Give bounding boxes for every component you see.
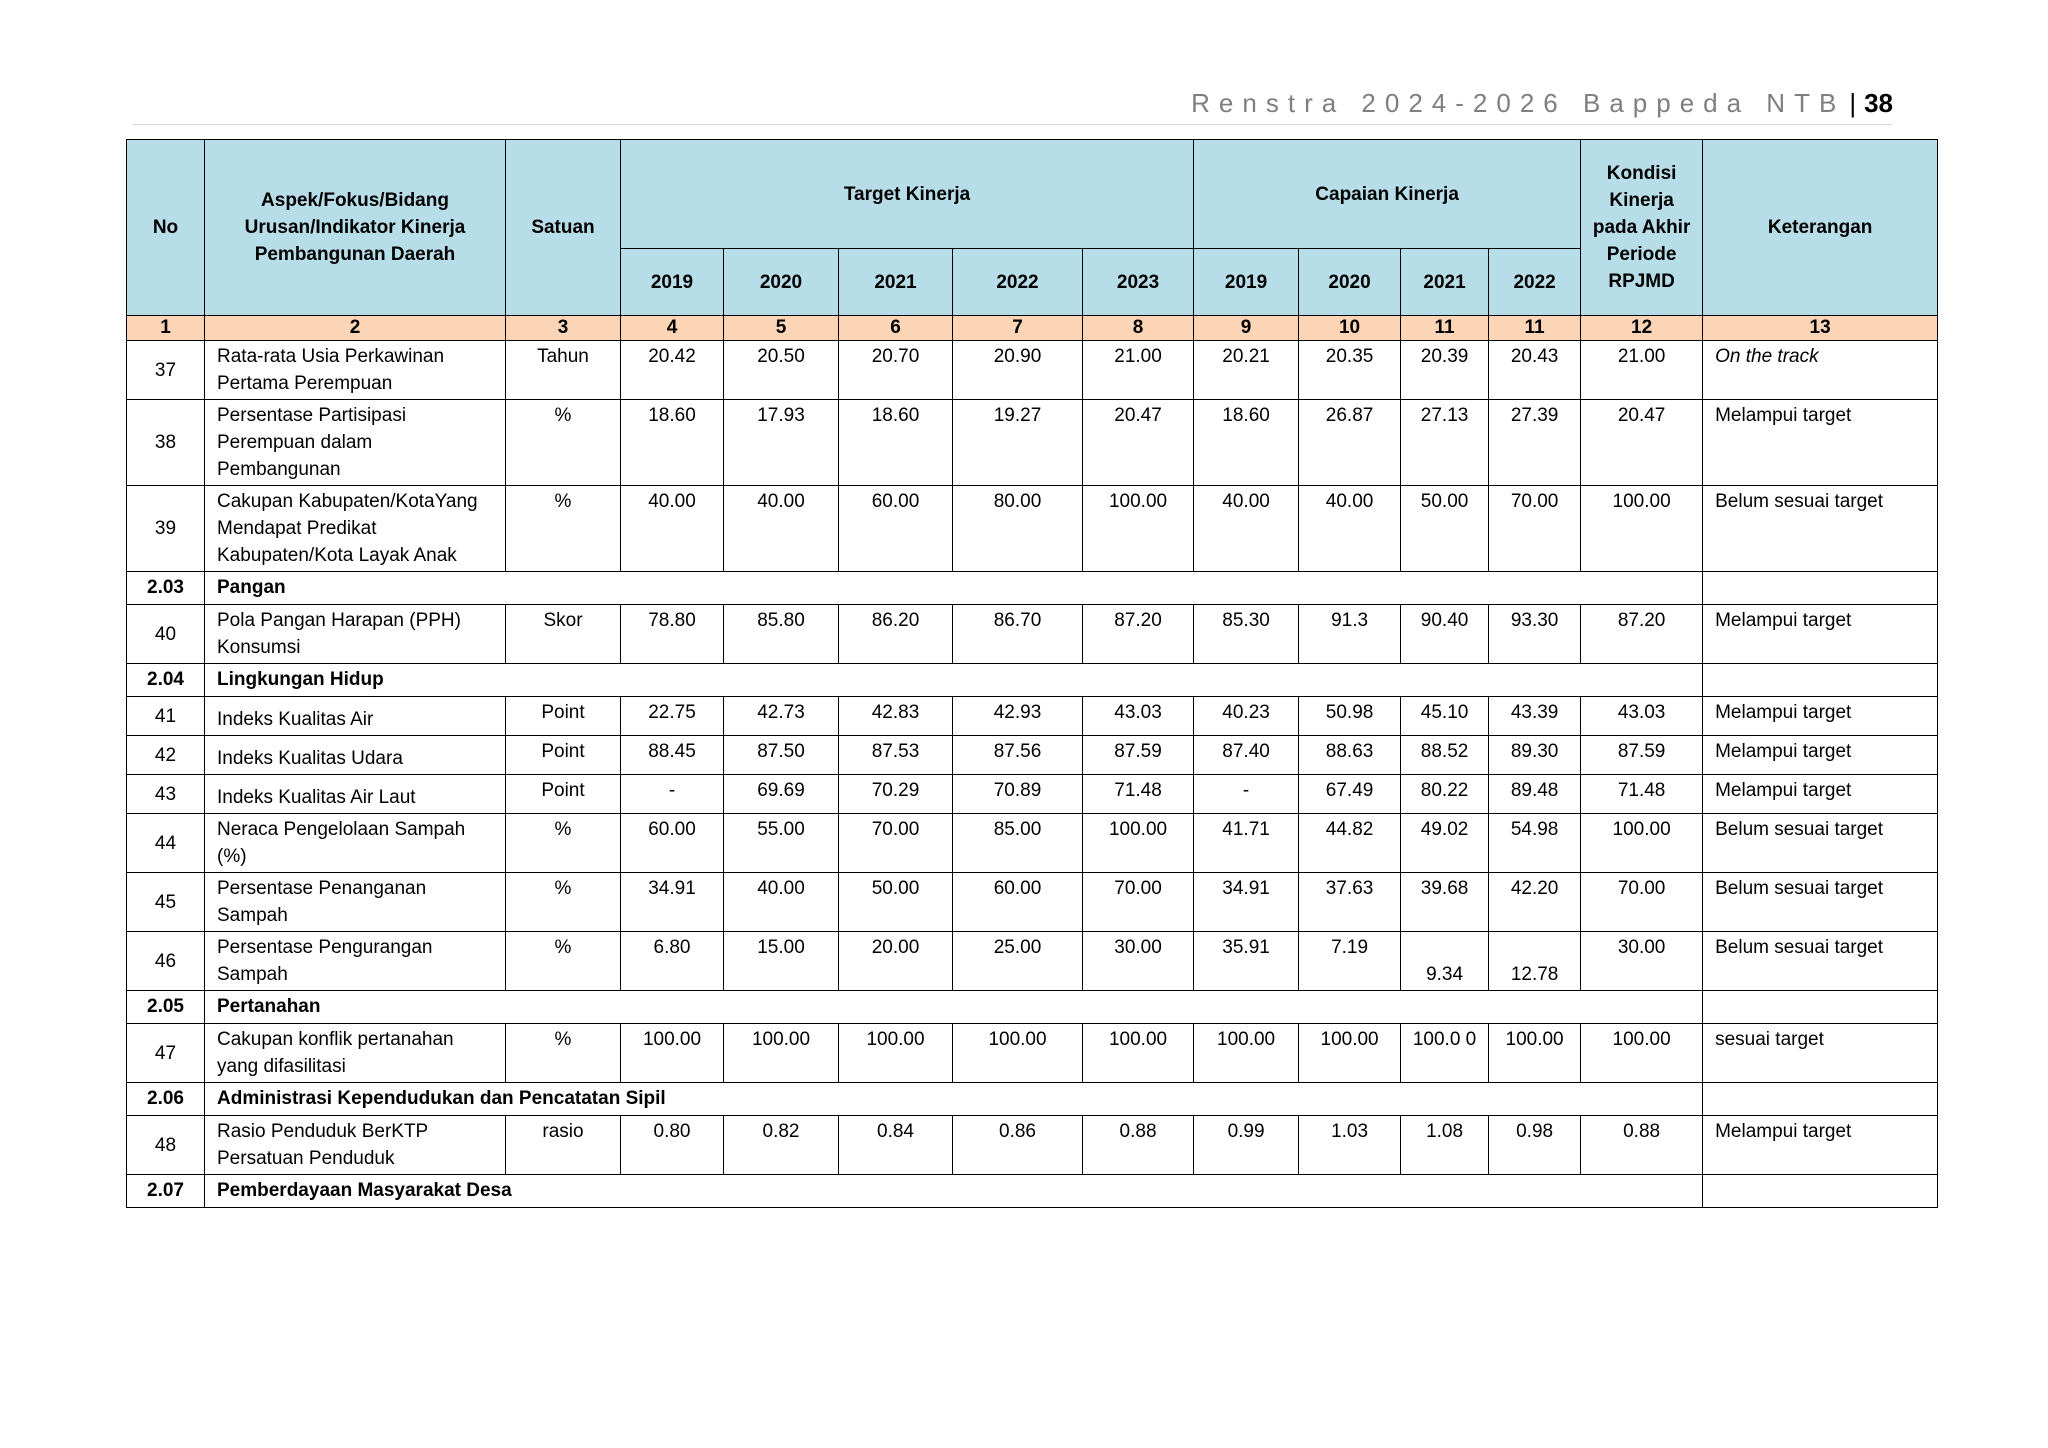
row-number: 41 xyxy=(127,697,205,736)
section-number: 2.05 xyxy=(127,991,205,1024)
target-cell: 60.00 xyxy=(953,873,1083,932)
capaian-cell: 42.20 xyxy=(1489,873,1581,932)
col-header-aspek: Aspek/Fokus/Bidang Urusan/Indikator Kinerja Pembangunan Daerah xyxy=(205,140,506,316)
capaian-cell: 34.91 xyxy=(1194,873,1299,932)
row-number: 46 xyxy=(127,932,205,991)
capaian-cell: 100.00 xyxy=(1194,1024,1299,1083)
keterangan-cell: On the track xyxy=(1703,341,1938,400)
capaian-cell: 91.3 xyxy=(1299,605,1401,664)
kondisi-cell: 100.00 xyxy=(1581,486,1703,572)
target-cell: 0.84 xyxy=(839,1116,953,1175)
target-cell: 88.45 xyxy=(621,736,724,775)
table-body xyxy=(127,341,1938,1208)
target-cell: 20.90 xyxy=(953,341,1083,400)
target-cell: 78.80 xyxy=(621,605,724,664)
target-cell: 20.47 xyxy=(1083,400,1194,486)
target-cell: 21.00 xyxy=(1083,341,1194,400)
col-header-kondisi: Kondisi Kinerja pada Akhir Periode RPJMD xyxy=(1581,140,1703,316)
keterangan-cell xyxy=(1703,572,1938,605)
row-number: 43 xyxy=(127,775,205,814)
target-cell: 0.86 xyxy=(953,1116,1083,1175)
capaian-cell: 80.22 xyxy=(1401,775,1489,814)
column-number: 6 xyxy=(839,316,953,341)
capaian-year-header: 2022 xyxy=(1489,249,1581,316)
table-row xyxy=(127,932,1938,991)
col-header-keterangan: Keterangan xyxy=(1703,140,1938,316)
capaian-cell: 87.40 xyxy=(1194,736,1299,775)
capaian-cell: 41.71 xyxy=(1194,814,1299,873)
kondisi-cell: 0.88 xyxy=(1581,1116,1703,1175)
header-separator: | xyxy=(1849,88,1857,118)
capaian-cell: - xyxy=(1194,775,1299,814)
target-cell: 55.00 xyxy=(724,814,839,873)
capaian-cell: 7.19 xyxy=(1299,932,1401,991)
column-number: 10 xyxy=(1299,316,1401,341)
keterangan-cell: Belum sesuai target xyxy=(1703,486,1938,572)
section-number: 2.07 xyxy=(127,1175,205,1208)
target-cell: 18.60 xyxy=(621,400,724,486)
target-cell: 43.03 xyxy=(1083,697,1194,736)
row-number: 37 xyxy=(127,341,205,400)
target-cell: 20.42 xyxy=(621,341,724,400)
target-cell: 30.00 xyxy=(1083,932,1194,991)
section-row xyxy=(127,572,1938,605)
keterangan-cell xyxy=(1703,1175,1938,1208)
unit-cell: Point xyxy=(506,736,621,775)
capaian-cell: 50.00 xyxy=(1401,486,1489,572)
target-cell: 0.82 xyxy=(724,1116,839,1175)
column-number: 9 xyxy=(1194,316,1299,341)
table-row xyxy=(127,1024,1938,1083)
capaian-cell: 39.68 xyxy=(1401,873,1489,932)
keterangan-cell: Melampui target xyxy=(1703,1116,1938,1175)
kondisi-cell: 20.47 xyxy=(1581,400,1703,486)
indicator-label: Rasio Penduduk BerKTP Persatuan Penduduk xyxy=(205,1116,506,1175)
indicator-label: Cakupan konflik pertanahan yang difasilitasi xyxy=(205,1024,506,1083)
target-cell: 20.00 xyxy=(839,932,953,991)
row-number: 42 xyxy=(127,736,205,775)
target-cell: 40.00 xyxy=(621,486,724,572)
capaian-cell: 93.30 xyxy=(1489,605,1581,664)
section-number: 2.06 xyxy=(127,1083,205,1116)
target-cell: 87.20 xyxy=(1083,605,1194,664)
table-row xyxy=(127,814,1938,873)
target-cell: 70.00 xyxy=(839,814,953,873)
target-cell: 60.00 xyxy=(839,486,953,572)
target-cell: 80.00 xyxy=(953,486,1083,572)
capaian-cell: 20.21 xyxy=(1194,341,1299,400)
section-row xyxy=(127,991,1938,1024)
indicator-label: Indeks Kualitas Udara xyxy=(205,736,506,775)
unit-cell: % xyxy=(506,400,621,486)
column-number: 2 xyxy=(205,316,506,341)
indicator-label: Pola Pangan Harapan (PPH) Konsumsi xyxy=(205,605,506,664)
capaian-cell: 40.00 xyxy=(1194,486,1299,572)
kondisi-cell: 100.00 xyxy=(1581,814,1703,873)
target-cell: 85.00 xyxy=(953,814,1083,873)
target-cell: 34.91 xyxy=(621,873,724,932)
keterangan-cell xyxy=(1703,1083,1938,1116)
row-number: 38 xyxy=(127,400,205,486)
header-title: Renstra 2024-2026 Bappeda NTB xyxy=(1191,88,1846,118)
target-cell: 25.00 xyxy=(953,932,1083,991)
capaian-cell: 9.34 xyxy=(1401,932,1489,991)
target-cell: 42.93 xyxy=(953,697,1083,736)
row-number: 40 xyxy=(127,605,205,664)
unit-cell: Tahun xyxy=(506,341,621,400)
target-cell: 87.50 xyxy=(724,736,839,775)
target-cell: 100.00 xyxy=(1083,486,1194,572)
target-cell: 22.75 xyxy=(621,697,724,736)
section-row xyxy=(127,1175,1938,1208)
kondisi-cell: 70.00 xyxy=(1581,873,1703,932)
capaian-cell: 43.39 xyxy=(1489,697,1581,736)
indicator-label: Persentase Partisipasi Perempuan dalam Pembangunan xyxy=(205,400,506,486)
header-row xyxy=(127,140,1938,249)
target-cell: 60.00 xyxy=(621,814,724,873)
capaian-cell: 27.39 xyxy=(1489,400,1581,486)
page-header xyxy=(133,88,1893,125)
keterangan-cell: Melampui target xyxy=(1703,400,1938,486)
keterangan-cell xyxy=(1703,664,1938,697)
table-row xyxy=(127,1116,1938,1175)
row-number: 44 xyxy=(127,814,205,873)
col-header-no: No xyxy=(127,140,205,316)
target-cell: 15.00 xyxy=(724,932,839,991)
table-row xyxy=(127,697,1938,736)
section-row xyxy=(127,664,1938,697)
page-number: 38 xyxy=(1864,88,1893,118)
row-number: 48 xyxy=(127,1116,205,1175)
indicator-label: Persentase Pengurangan Sampah xyxy=(205,932,506,991)
capaian-cell: 100.0 0 xyxy=(1401,1024,1489,1083)
column-number: 3 xyxy=(506,316,621,341)
target-cell: 70.00 xyxy=(1083,873,1194,932)
capaian-cell: 1.03 xyxy=(1299,1116,1401,1175)
target-cell: 87.56 xyxy=(953,736,1083,775)
column-number: 11 xyxy=(1489,316,1581,341)
capaian-cell: 20.43 xyxy=(1489,341,1581,400)
col-header-capaian: Capaian Kinerja xyxy=(1194,140,1581,249)
header-text xyxy=(1191,88,1893,119)
column-number: 5 xyxy=(724,316,839,341)
unit-cell: Point xyxy=(506,697,621,736)
keterangan-cell: Melampui target xyxy=(1703,697,1938,736)
kondisi-cell: 100.00 xyxy=(1581,1024,1703,1083)
target-year-header: 2021 xyxy=(839,249,953,316)
indicator-label: Neraca Pengelolaan Sampah (%) xyxy=(205,814,506,873)
col-header-target: Target Kinerja xyxy=(621,140,1194,249)
target-year-header: 2020 xyxy=(724,249,839,316)
table-row xyxy=(127,486,1938,572)
target-cell: 42.73 xyxy=(724,697,839,736)
column-number: 4 xyxy=(621,316,724,341)
target-cell: 100.00 xyxy=(621,1024,724,1083)
capaian-cell: 100.00 xyxy=(1299,1024,1401,1083)
table-row xyxy=(127,873,1938,932)
kondisi-cell: 87.59 xyxy=(1581,736,1703,775)
target-cell: 20.70 xyxy=(839,341,953,400)
unit-cell: Point xyxy=(506,775,621,814)
row-number: 39 xyxy=(127,486,205,572)
unit-cell: % xyxy=(506,814,621,873)
target-cell: 71.48 xyxy=(1083,775,1194,814)
target-cell: 69.69 xyxy=(724,775,839,814)
kondisi-cell: 21.00 xyxy=(1581,341,1703,400)
capaian-cell: 35.91 xyxy=(1194,932,1299,991)
unit-cell: % xyxy=(506,486,621,572)
target-cell: 100.00 xyxy=(839,1024,953,1083)
capaian-cell: 20.35 xyxy=(1299,341,1401,400)
target-cell: 85.80 xyxy=(724,605,839,664)
target-cell: 42.83 xyxy=(839,697,953,736)
keterangan-cell: Belum sesuai target xyxy=(1703,814,1938,873)
column-number: 13 xyxy=(1703,316,1938,341)
section-label: Pertanahan xyxy=(205,991,1703,1024)
capaian-cell: 85.30 xyxy=(1194,605,1299,664)
column-number: 1 xyxy=(127,316,205,341)
capaian-cell: 20.39 xyxy=(1401,341,1489,400)
table-row xyxy=(127,775,1938,814)
target-cell: 18.60 xyxy=(839,400,953,486)
target-cell: 87.59 xyxy=(1083,736,1194,775)
target-cell: 70.29 xyxy=(839,775,953,814)
col-header-satuan: Satuan xyxy=(506,140,621,316)
target-cell: 40.00 xyxy=(724,486,839,572)
section-label: Administrasi Kependudukan dan Pencatatan Sipil xyxy=(205,1083,1703,1116)
capaian-cell: 1.08 xyxy=(1401,1116,1489,1175)
column-number-row xyxy=(127,316,1938,341)
capaian-cell: 18.60 xyxy=(1194,400,1299,486)
column-number: 11 xyxy=(1401,316,1489,341)
column-number: 12 xyxy=(1581,316,1703,341)
unit-cell: rasio xyxy=(506,1116,621,1175)
capaian-cell: 27.13 xyxy=(1401,400,1489,486)
performance-table xyxy=(126,139,1938,1208)
keterangan-cell: Belum sesuai target xyxy=(1703,932,1938,991)
section-label: Pemberdayaan Masyarakat Desa xyxy=(205,1175,1703,1208)
target-cell: 0.88 xyxy=(1083,1116,1194,1175)
kondisi-cell: 30.00 xyxy=(1581,932,1703,991)
unit-cell: Skor xyxy=(506,605,621,664)
indicator-label: Cakupan Kabupaten/KotaYang Mendapat Predikat Kabupaten/Kota Layak Anak xyxy=(205,486,506,572)
unit-cell: % xyxy=(506,1024,621,1083)
indicator-label: Persentase Penanganan Sampah xyxy=(205,873,506,932)
kondisi-cell: 87.20 xyxy=(1581,605,1703,664)
table-row xyxy=(127,605,1938,664)
target-cell: 20.50 xyxy=(724,341,839,400)
section-number: 2.03 xyxy=(127,572,205,605)
capaian-year-header: 2020 xyxy=(1299,249,1401,316)
target-year-header: 2019 xyxy=(621,249,724,316)
keterangan-cell xyxy=(1703,991,1938,1024)
capaian-cell: 54.98 xyxy=(1489,814,1581,873)
keterangan-cell: Melampui target xyxy=(1703,605,1938,664)
target-cell: 100.00 xyxy=(724,1024,839,1083)
unit-cell: % xyxy=(506,873,621,932)
capaian-year-header: 2021 xyxy=(1401,249,1489,316)
target-cell: 100.00 xyxy=(1083,814,1194,873)
target-year-header: 2023 xyxy=(1083,249,1194,316)
column-number: 7 xyxy=(953,316,1083,341)
keterangan-cell: Melampui target xyxy=(1703,736,1938,775)
target-cell: 6.80 xyxy=(621,932,724,991)
capaian-cell: 12.78 xyxy=(1489,932,1581,991)
section-label: Pangan xyxy=(205,572,1703,605)
kondisi-cell: 71.48 xyxy=(1581,775,1703,814)
capaian-cell: 90.40 xyxy=(1401,605,1489,664)
section-label: Lingkungan Hidup xyxy=(205,664,1703,697)
target-cell: 40.00 xyxy=(724,873,839,932)
target-cell: 86.70 xyxy=(953,605,1083,664)
target-year-header: 2022 xyxy=(953,249,1083,316)
capaian-cell: 0.98 xyxy=(1489,1116,1581,1175)
section-row xyxy=(127,1083,1938,1116)
target-cell: 50.00 xyxy=(839,873,953,932)
capaian-cell: 89.48 xyxy=(1489,775,1581,814)
target-cell: 0.80 xyxy=(621,1116,724,1175)
capaian-cell: 49.02 xyxy=(1401,814,1489,873)
capaian-cell: 40.23 xyxy=(1194,697,1299,736)
target-cell: - xyxy=(621,775,724,814)
keterangan-cell: Melampui target xyxy=(1703,775,1938,814)
unit-cell: % xyxy=(506,932,621,991)
indicator-label: Indeks Kualitas Air xyxy=(205,697,506,736)
capaian-cell: 44.82 xyxy=(1299,814,1401,873)
capaian-cell: 100.00 xyxy=(1489,1024,1581,1083)
row-number: 47 xyxy=(127,1024,205,1083)
column-number: 8 xyxy=(1083,316,1194,341)
capaian-cell: 0.99 xyxy=(1194,1116,1299,1175)
keterangan-cell: Belum sesuai target xyxy=(1703,873,1938,932)
capaian-cell: 50.98 xyxy=(1299,697,1401,736)
row-number: 45 xyxy=(127,873,205,932)
table-row xyxy=(127,736,1938,775)
capaian-cell: 88.63 xyxy=(1299,736,1401,775)
target-cell: 100.00 xyxy=(1083,1024,1194,1083)
indicator-label: Indeks Kualitas Air Laut xyxy=(205,775,506,814)
target-cell: 100.00 xyxy=(953,1024,1083,1083)
capaian-cell: 70.00 xyxy=(1489,486,1581,572)
target-cell: 86.20 xyxy=(839,605,953,664)
section-number: 2.04 xyxy=(127,664,205,697)
keterangan-cell: sesuai target xyxy=(1703,1024,1938,1083)
capaian-cell: 40.00 xyxy=(1299,486,1401,572)
table-row xyxy=(127,341,1938,400)
kondisi-cell: 43.03 xyxy=(1581,697,1703,736)
target-cell: 87.53 xyxy=(839,736,953,775)
capaian-cell: 37.63 xyxy=(1299,873,1401,932)
capaian-cell: 45.10 xyxy=(1401,697,1489,736)
indicator-label: Rata-rata Usia Perkawinan Pertama Perempuan xyxy=(205,341,506,400)
table-head xyxy=(127,140,1938,341)
target-cell: 19.27 xyxy=(953,400,1083,486)
capaian-cell: 89.30 xyxy=(1489,736,1581,775)
target-cell: 70.89 xyxy=(953,775,1083,814)
table-row xyxy=(127,400,1938,486)
capaian-cell: 88.52 xyxy=(1401,736,1489,775)
capaian-year-header: 2019 xyxy=(1194,249,1299,316)
capaian-cell: 67.49 xyxy=(1299,775,1401,814)
capaian-cell: 26.87 xyxy=(1299,400,1401,486)
target-cell: 17.93 xyxy=(724,400,839,486)
